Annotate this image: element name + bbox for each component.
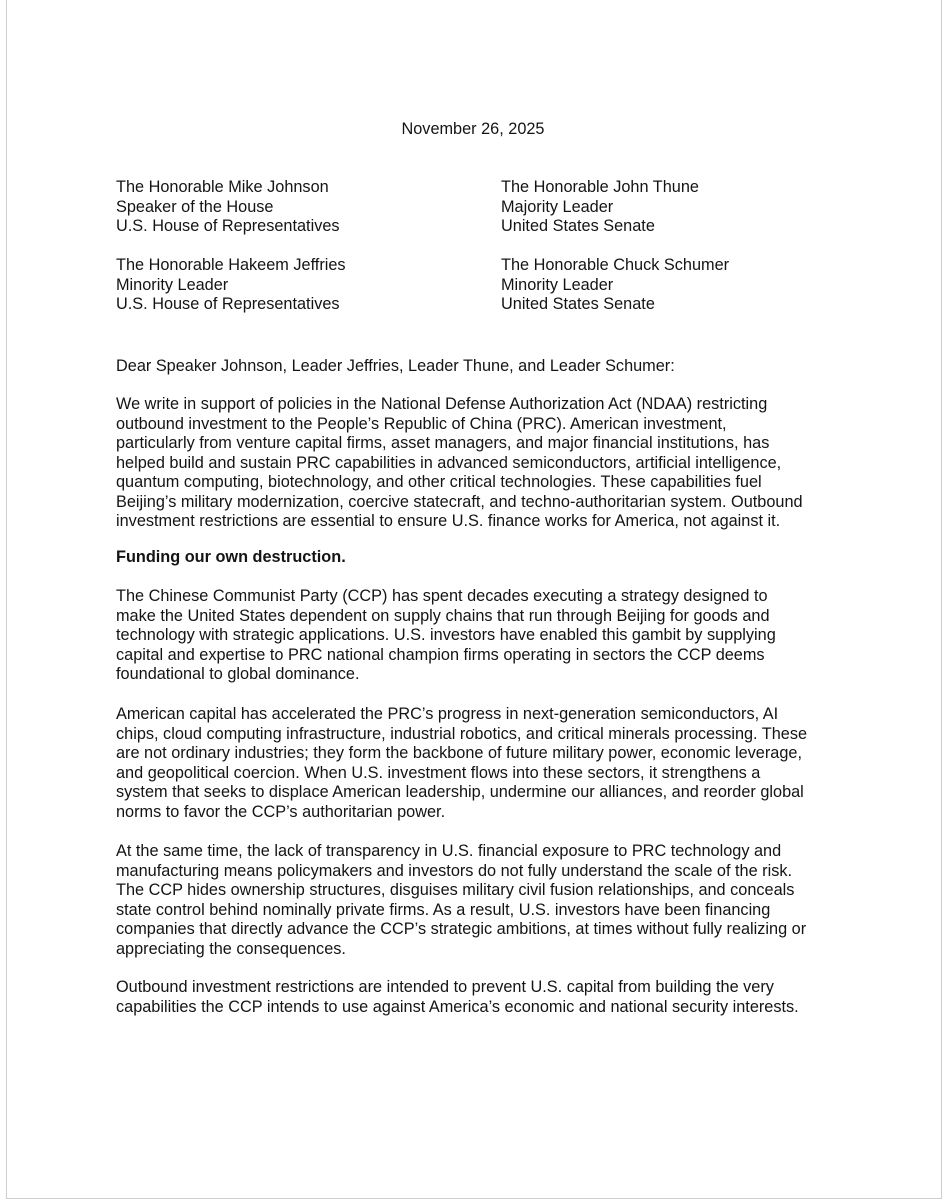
text-line: manufacturing means policymakers and investors do not fully understand the scale of the risk. [116, 861, 793, 880]
text-line: foundational to global dominance. [116, 665, 360, 683]
body-paragraph-3 [116, 842, 836, 959]
text-line: companies that directly advance the CCP’s strategic ambitions, at times without fully realizing or [116, 920, 807, 938]
addressee-name: The Honorable John Thune [501, 178, 699, 196]
section-heading: Funding our own destruction. [116, 548, 346, 566]
text-line: and geopolitical coercion. When U.S. investment flows into these sectors, it strengthens a [116, 763, 761, 782]
body-paragraph-4 [116, 978, 836, 1017]
letter-date: November 26, 2025 [401, 120, 545, 138]
addressee-title: Minority Leader [501, 275, 614, 294]
addressee-title: Speaker of the House [116, 197, 274, 216]
salutation: Dear Speaker Johnson, Leader Jeffries, Leader Thune, and Leader Schumer: [116, 357, 675, 375]
addressee-name: The Honorable Hakeem Jeffries [116, 256, 346, 274]
text-line: The CCP hides ownership structures, disguises military civil fusion relationships, and conceals [116, 881, 795, 899]
addressee-title: Minority Leader [116, 275, 229, 294]
text-line: particularly from venture capital firms, asset managers, and major financial institutions, has [116, 434, 770, 452]
text-line: make the United States dependent on supply chains that run through Beijing for goods and [116, 606, 770, 625]
text-line: quantum computing, biotechnology, and other critical technologies. These capabilities fuel [116, 473, 762, 491]
text-line: We write in support of policies in the National Defense Authorization Act (NDAA) restricting [116, 395, 768, 413]
addressee-name: The Honorable Mike Johnson [116, 178, 329, 196]
addressee-body: U.S. House of Representatives [116, 217, 340, 235]
addressee-body: U.S. House of Representatives [116, 295, 340, 313]
addressee-block-thune [501, 178, 699, 237]
text-line: capabilities the CCP intends to use against America’s economic and national security interests. [116, 997, 799, 1016]
addressee-block-schumer [501, 256, 729, 315]
text-line: outbound investment to the People’s Republic of China (PRC). American investment, [116, 414, 727, 433]
text-line: helped build and sustain PRC capabilities in advanced semiconductors, artificial intelligence, [116, 453, 782, 472]
text-line: At the same time, the lack of transparency in U.S. financial exposure to PRC technology and [116, 842, 782, 860]
addressee-block-jeffries [116, 256, 346, 315]
text-line: capital and expertise to PRC national champion firms operating in sectors the CCP deems [116, 645, 765, 664]
text-line: chips, cloud computing infrastructure, industrial robotics, and critical minerals processing. These [116, 724, 808, 743]
addressee-name: The Honorable Chuck Schumer [501, 256, 730, 274]
text-line: Outbound investment restrictions are intended to prevent U.S. capital from building the very [116, 978, 774, 996]
text-line: norms to favor the CCP’s authoritarian power. [116, 802, 446, 821]
text-line: Beijing’s military modernization, coercive statecraft, and techno-authoritarian system. Outbound [116, 492, 803, 511]
text-line: are not ordinary industries; they form the backbone of future military power, economic leverage, [116, 744, 802, 762]
addressee-block-johnson [116, 178, 340, 237]
addressee-body: United States Senate [501, 295, 655, 313]
text-line: system that seeks to displace American leadership, undermine our alliances, and reorder global [116, 783, 804, 801]
addressee-title: Majority Leader [501, 197, 614, 216]
text-line: American capital has accelerated the PRC’s progress in next-generation semiconductors, AI [116, 705, 779, 723]
intro-paragraph [116, 395, 836, 532]
text-line: technology with strategic applications. U.S. investors have enabled this gambit by supplying [116, 626, 776, 644]
body-paragraph-2 [116, 705, 836, 822]
text-line: appreciating the consequences. [116, 939, 346, 958]
body-paragraph-1 [116, 587, 836, 685]
text-line: investment restrictions are essential to ensure U.S. finance works for America, not against it. [116, 512, 781, 530]
text-line: The Chinese Communist Party (CCP) has spent decades executing a strategy designed to [116, 587, 768, 605]
text-line: state control behind nominally private firms. As a result, U.S. investors have been financing [116, 900, 771, 919]
addressee-body: United States Senate [501, 217, 655, 235]
